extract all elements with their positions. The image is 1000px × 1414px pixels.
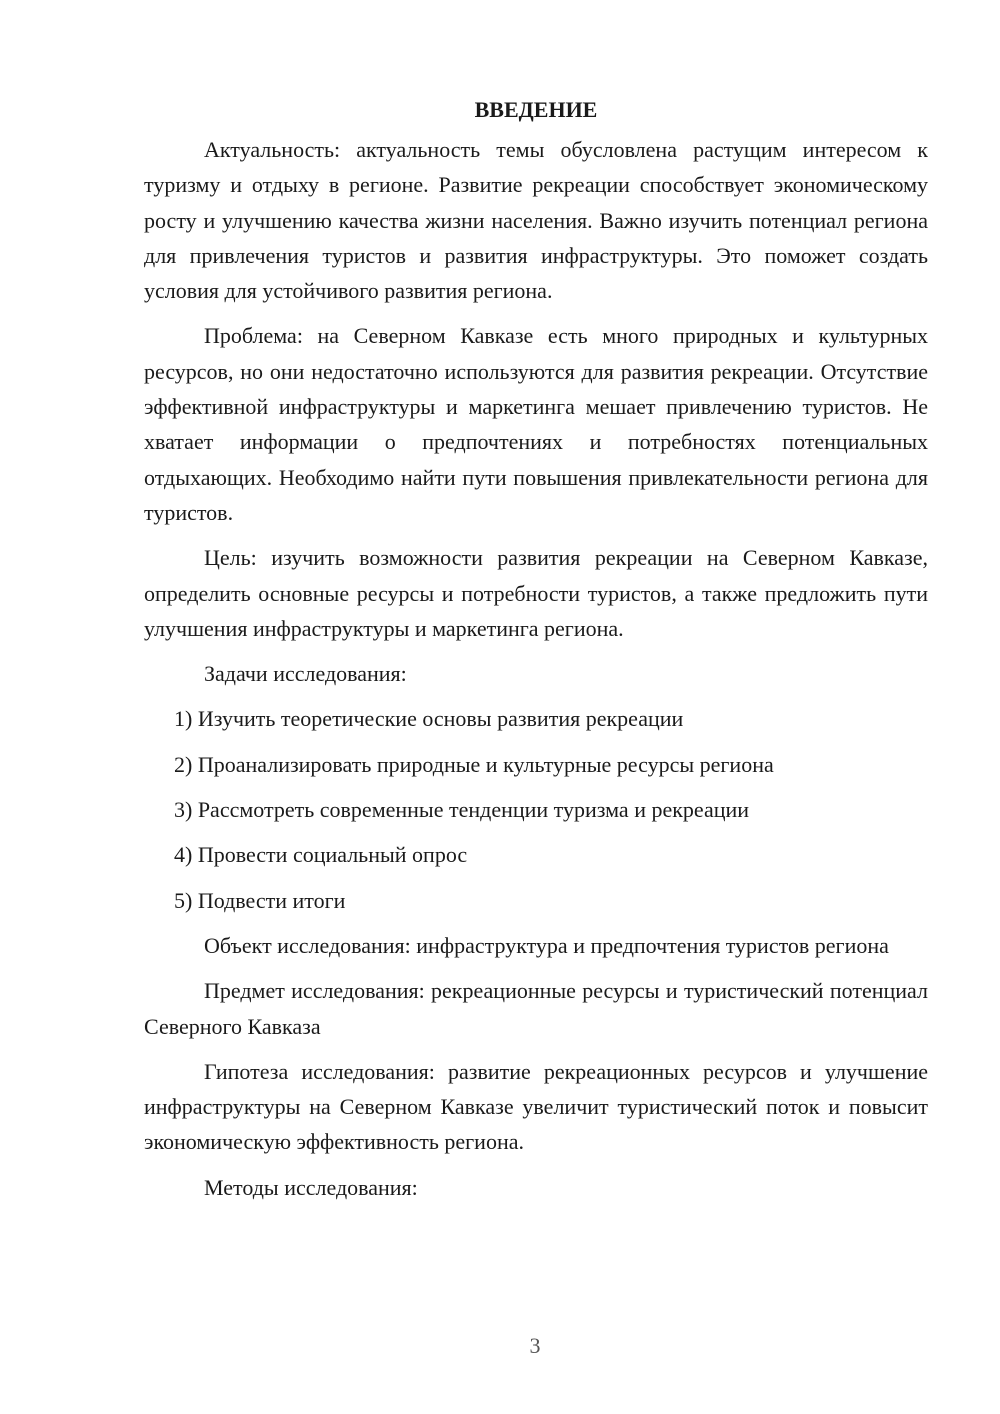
- document-page: [144, 92, 928, 1215]
- tasks-list: [144, 701, 928, 917]
- list-item: 1) Изучить теоретические основы развития рекреации: [174, 706, 684, 732]
- tasks-heading: Задачи исследования:: [204, 661, 407, 687]
- page-number: 3: [529, 1333, 541, 1358]
- list-item: 5) Подвести итоги: [174, 887, 346, 913]
- hypothesis-paragraph: Гипотеза исследования: развитие рекреационных ресурсов и улучшение инфраструктуры на Северном Кавказе увеличит туристический поток и повысит экономическую эффективность региона.: [144, 1058, 928, 1155]
- object-paragraph: Объект исследования: инфраструктура и предпочтения туристов региона: [204, 932, 889, 958]
- page-title: ВВЕДЕНИЕ: [474, 97, 598, 122]
- subject-paragraph: Предмет исследования: рекреационные ресурсы и туристический потенциал Северного Кавказа: [144, 978, 928, 1039]
- list-item: 3) Рассмотреть современные тенденции туризма и рекреации: [174, 797, 750, 823]
- goal-paragraph: Цель: изучить возможности развития рекреации на Северном Кавказе, определить основные ресурсы и потребности туристов, а также предложить пути улучшения инфраструктуры и маркетинга региона.: [144, 545, 928, 641]
- problem-paragraph: Проблема: на Северном Кавказе есть много природных и культурных ресурсов, но они недостаточно используются для развития рекреации. Отсутствие эффективной инфраструктуры и маркетинга мешает привлечению туристов. Не хватает информации о предпочтениях и потребностях потенциальных отдыхающих. Необходимо найти пути повышения привлекательности региона для туристов.: [144, 323, 928, 525]
- list-item: 4) Провести социальный опрос: [174, 842, 468, 868]
- relevance-paragraph: Актуальность: актуальность темы обусловлена растущим интересом к туризму и отдыху в регионе. Развитие рекреации способствует экономическому росту и улучшению качества жизни населения. Важно изучить потенциал региона для привлечения туристов и развития инфраструктуры. Это поможет создать условия для устойчивого развития региона.: [144, 137, 928, 304]
- list-item: 2) Проанализировать природные и культурные ресурсы региона: [174, 751, 774, 777]
- methods-heading: Методы исследования:: [204, 1174, 418, 1200]
